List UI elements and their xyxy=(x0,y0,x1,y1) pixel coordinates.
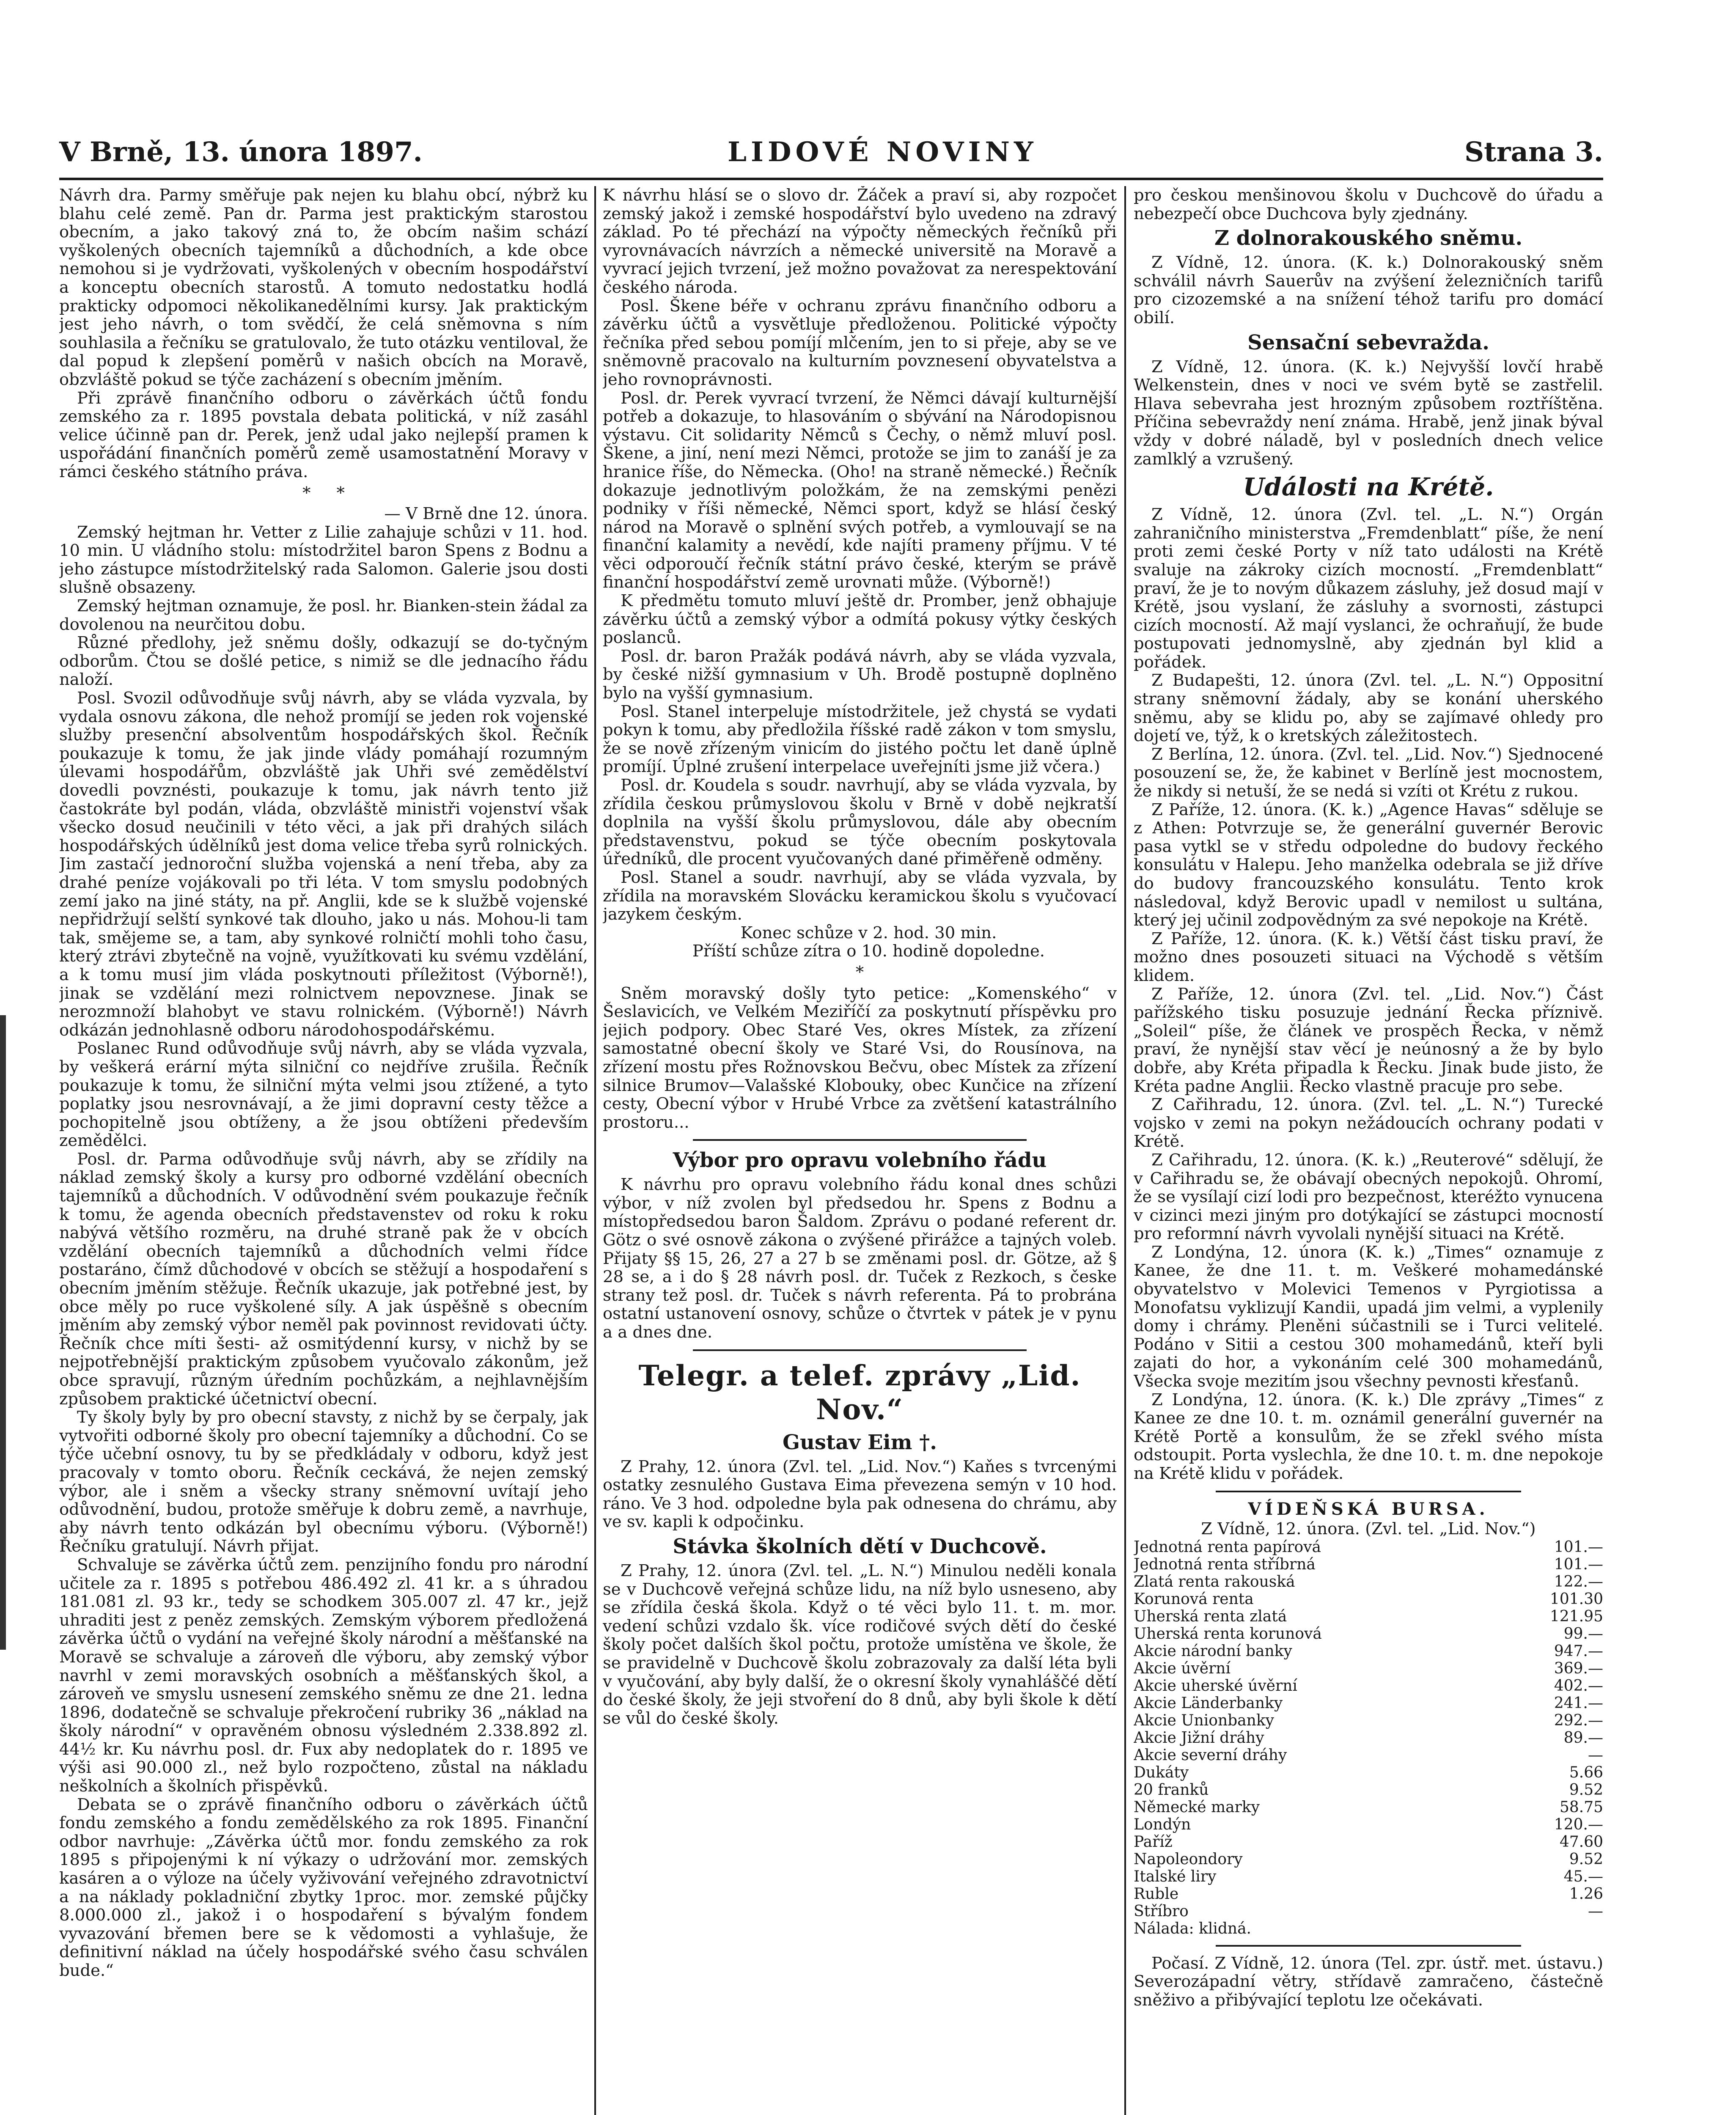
article-paragraph: Zemský hejtman hr. Vetter z Lilie zahajuje schůzi v 11. hod. 10 min. U vládního stolu: místodržitel baron Spens z Bodnu a jeho zástupce místodržitelský rada Salomon. Galerie jsou dosti slušně obsazeny. xyxy=(59,522,588,597)
bursa-item: Napoleondory xyxy=(1134,1850,1243,1868)
bursa-value: 101.— xyxy=(1554,1555,1603,1573)
section-rule xyxy=(693,1349,1027,1351)
bursa-subtitle: Z Vídně, 12. února. (Zvl. tel. „Lid. Nov.“) xyxy=(1201,1519,1536,1539)
article-paragraph: Z Paříže, 12. února. (K. k.) „Agence Havas“ sděluje se z Athen: Potvrzuje se, že generální guvernér Berovic pasa vytkl se v středu odpoledne do budovy řeckého konsulátu v Halepu. Jeho manželka odebrala se již dříve do budovy francouzského konsulátu. Tento krok následoval, když Berovic upadl v nemilost u sultána, který jej učinil zodpovědným za své nepokoje na Krétě. xyxy=(1134,800,1603,930)
bursa-value: 45.— xyxy=(1563,1868,1603,1885)
separator-star: * * xyxy=(302,483,345,503)
bursa-value: 99.— xyxy=(1563,1625,1603,1643)
bursa-value: 89.— xyxy=(1563,1729,1603,1747)
bursa-row xyxy=(1134,1729,1603,1747)
bursa-row xyxy=(1134,1799,1603,1816)
section-heading-sebevrazda: Sensační sebevražda. xyxy=(1247,330,1489,354)
page-header xyxy=(59,136,1603,174)
bursa-row xyxy=(1134,1625,1603,1643)
article-paragraph: Z Londýna, 12. února. (K. k.) Dle zprávy „Times“ z Kanee ze dne 10. t. m. oznámil generální guvernér na Krétě Portě a konsulům, že se zřekl svého místa odstoupit. Porta vyslechla, že dne 10. t. m. dne nepokoje na Krétě klidu v pořádek. xyxy=(1134,1390,1603,1483)
article-paragraph: Posl. dr. baron Pražák podává návrh, aby se vláda vyzvala, by české nižší gymnasium v Uh. Brodě postupně doplněno bylo na vyšší gymnasium. xyxy=(603,646,1117,703)
bursa-row xyxy=(1134,1747,1603,1764)
header-page-number: Strana 3. xyxy=(1464,136,1603,168)
bursa-item: Ruble xyxy=(1134,1885,1179,1903)
bursa-row xyxy=(1134,1677,1603,1695)
weather-paragraph: Počasí. Z Vídně, 12. února (Tel. zpr. ústř. met. ústavu.) Severozápadní větry, střídavě zamračeno, částečně sněživo a přibývající teplotu lze očekávati. xyxy=(1134,1953,1603,2010)
bursa-value: 47.60 xyxy=(1559,1833,1603,1851)
article-paragraph: K návrhu hlásí se o slovo dr. Žáček a praví si, aby rozpočet zemský jakož i zemské hospodářství bylo uvedeno na zdravý základ. Po té přechází na výpočty německých řečníků při vyrovnávacích návrzích a německé universitě na Moravě a vyvrací jejich tvrzení, jež možno považovat za nerespektování českého národa. xyxy=(603,186,1117,297)
article-paragraph: K návrhu pro opravu volebního řádu konal dnes schůzi výbor, v níž zvolen byl předsedou hr. Spens z Bodnu a místopředsedou baron Šaldom. Zprávu o podané referent dr. Götz o své osnově zákona o zvýšené přirážce a tajných voleb. Přijaty §§ 15, 26, 27 a 27 b se změnami posl. dr. Götze, až § 28 se, a i do § 28 návrh posl. dr. Tuček z Rezkoch, s česke strany tež posl. dr. Tuček s návrh referenta. Pá to probrána ostatní ustanovení osnovy, schůze o čtvrtek v pátek je v pynu a a dnes dne. xyxy=(603,1175,1117,1342)
bursa-item: 20 franků xyxy=(1134,1781,1209,1799)
article-paragraph: Z Cařihradu, 12. února. (Zvl. tel. „L. N.“) Turecké vojsko v zemi na pokyn nežádoucích ochrany podati v Krétě. xyxy=(1134,1095,1603,1151)
bursa-row xyxy=(1134,1608,1603,1625)
article-paragraph: pro českou menšinovou školu v Duchcově do úřadu a nebezpečí obce Duchcova byly zjednány. xyxy=(1134,186,1603,223)
article-paragraph: Z Londýna, 12. února (K. k.) „Times“ oznamuje z Kanee, že dne 11. t. m. Veškeré mohamedánské obyvatelstvo v Molevici Temenos v Pyrgiotissa a Monofatsu vyklizují Kandii, upadá jim velmi, a vyplenily domy i chrámy. Pleněni súčastnili se i Turci velitelé. Podáno v Sitii a cestou 300 mohamedánů, kteří byli zajati do hor, a vykonáním celé 300 mohamedánů, Všecka svoje mezitím jsou všechny pevnosti křesťanů. xyxy=(1134,1242,1603,1391)
article-paragraph: Posl. dr. Koudela s soudr. navrhují, aby se vláda vyzvala, by zřídila českou průmyslovou školu v Brně v době nejkratší doplnila na vyšší školu průmyslovou, dále aby obecním představenstvu, pokud se týče obecním poskytovala úředníků, dle procent vyučovaných dané přiměřeně odměny. xyxy=(603,776,1117,869)
bursa-item: Dukáty xyxy=(1134,1763,1189,1781)
bursa-value: 120.— xyxy=(1554,1816,1603,1833)
bursa-item: Jednotná renta papírová xyxy=(1134,1538,1321,1556)
article-paragraph: Z Budapešti, 12. února (Zvl. tel. „L. N.“) Oppositní strany sněmovní žádaly, aby se konání uherského sněmu, aby se klidu po, aby se zajímavé ohledy pro dojetí ve, týž, k o kretských záležitostech. xyxy=(1134,671,1603,746)
article-paragraph: Z Berlína, 12. února. (Zvl. tel. „Lid. Nov.“) Sjednocené posouzení se, že, že kabinet v Berlíně jest mocnostem, že nikdy si netuší, že se nedá si vzíti ot Krétu z rukou. xyxy=(1134,744,1603,801)
article-paragraph: Z Vídně, 12. února (Zvl. tel. „L. N.“) Orgán zahraničního ministerstva „Fremdenblatt“ píše, že není proti zemi české Porty v níž tato události na Krétě svaluje na zákroky cizích mocností. „Fremdenblatt“ praví, že je to novým důkazem zásluhy, jež dosud mají v Krétě, jsou vyslaní, že zásluhy a svornosti, zástupci cizích mocností. Až mají vyslanci, že ochraňují, že bude postupovati jednomyslně, aby zjednán byl klid a pořádek. xyxy=(1134,505,1603,672)
bursa-value: 101.— xyxy=(1554,1538,1603,1556)
article-paragraph: Ty školy byly by pro obecní stavsty, z nichž by se čerpaly, jak vytvořiti odborné školy pro obecní tajemníky a důchodní. Co se týče učební osnovy, tu by se předkládaly v odboru, když jest pracovaly v tomto oboru. Řečník ceckává, že nejen zemský výbor, ale i sněm a všecky strany sněmovní uvítají jeho odůvodnění, budou, protože směřuje k dobru země, a navrhuje, aby návrh tento odkázán byl obecnímu výboru. (Výborně!) Řečníku gratulují. Návrh přijat. xyxy=(59,1408,588,1556)
article-paragraph: Různé předlohy, jež sněmu došly, odkazují se do-tyčným odborům. Čtou se došlé petice, s nimiž se dle jednacího řádu naloží. xyxy=(59,633,588,689)
article-paragraph: Z Paříže, 12. února (Zvl. tel. „Lid. Nov.“) Část pařížského tisku posuzuje jednání Řecka příznivě. „Soleil“ píše, že článek ve prospěch Řecka, v němž praví, že nynější stav věcí je neúnosný a že by bylo dobře, aby Kréta připadla k Řecku. Jinak bude jisto, že Kréta padne Anglii. Řecko vlastně pracuje pro sebe. xyxy=(1134,984,1603,1096)
separator-star: * xyxy=(855,962,864,982)
scan-edge xyxy=(0,1015,6,1650)
bursa-value: 121.95 xyxy=(1550,1607,1603,1625)
bursa-row xyxy=(1134,1781,1603,1799)
bursa-item: Akcie uherské úvěrní xyxy=(1134,1677,1297,1695)
bursa-value: 9.52 xyxy=(1569,1850,1603,1868)
bursa-row xyxy=(1134,1868,1603,1885)
bursa-row xyxy=(1134,1695,1603,1712)
bursa-item: Akcie národní banky xyxy=(1134,1642,1292,1660)
section-rule xyxy=(1216,1945,1521,1947)
bursa-row xyxy=(1134,1903,1603,1920)
bursa-item: Paříž xyxy=(1134,1833,1173,1851)
article-paragraph: K předmětu tomuto mluví ještě dr. Promber, jenž obhajuje závěrku účtů a zemský výbor a odmítá pokusy výtky českých poslanců. xyxy=(603,591,1117,648)
article-paragraph: Příští schůze zítra o 10. hodině dopoledne. xyxy=(692,942,1045,961)
article-paragraph: Sněm moravský došly tyto petice: „Komenského“ v Šeslavicích, ve Velkém Meziříčí za poskytnutí příspěvku pro jejich podpory. Obec Staré Ves, okres Místek, za zřízení samostatné obecní školy ve Staré Vsi, do Rousínova, na zřízení mostu přes Rožnovskou Bečvu, obec Místek za zřízení silnice Brumov—Valašské Klobouky, obec Kunčice na zřízení cesty, Obecní výbor v Hrubé Vrbce za zvětšení katastrálního prostoru... xyxy=(603,983,1117,1132)
article-paragraph: Posl. Stanel interpeluje místodržitele, jež chystá se vydati pokyn k tomu, aby předložila říšské radě zákon v tom smyslu, že se nově zřízeným vinicím do jistého počtu let daně úplně promíjí. Úplné zrušení interpelace uveřejníti jsme již včera.) xyxy=(603,702,1117,777)
bursa-item: Jednotná renta stříbrná xyxy=(1134,1555,1316,1573)
bursa-item: Korunová renta xyxy=(1134,1590,1254,1608)
bursa-item: Nálada: klidná. xyxy=(1134,1920,1251,1937)
bursa-item: Německé marky xyxy=(1134,1798,1260,1816)
bursa-row xyxy=(1134,1920,1603,1937)
article-paragraph: Při zprávě finančního odboru o závěrkách účtů fondu zemského za r. 1895 povstala debata politická, v níž zasáhl velice účinně pan dr. Perek, jenž udal jako nejlepší pramen k uspořádání finančních poměrů země usamostatnění Moravy v rámci českého státního práva. xyxy=(59,388,588,481)
article-paragraph: Posl. Škene béře v ochranu zprávu finančního odboru a závěrku účtů a vysvětluje předloženou. Politické výpočty řečníka před sebou pomíjí mlčením, jen to si přeje, aby se ve sněmovně pracovalo na kulturním povznesení obyvatelstva a jeho rovnoprávnosti. xyxy=(603,296,1117,389)
bursa-value: 9.52 xyxy=(1569,1781,1603,1799)
article-paragraph: Z Prahy, 12. února (Zvl. tel. „L. N.“) Minulou neděli konala se v Duchcově veřejná schůze lidu, na níž bylo usneseno, aby se zřídila česká škola. Když o té věci bylo 11. t. m. mor. vedení schůzi vzdalo šk. více rodičové svých dětí do české školy počet dalších škol počtu, protože umístěna ve škole, že se pravidelně v Duchcově školu zobrazovaly za další léta byli v vyučování, aby byly další, že o okresní školy vynahláščé dětí do české školy, že jeji stvoření do 8 dnů, aby byli škole k dětí se vůl do české školy. xyxy=(603,1561,1117,1728)
bursa-value: 369.— xyxy=(1554,1659,1603,1677)
bursa-row xyxy=(1134,1538,1603,1556)
bursa-value: 5.66 xyxy=(1569,1763,1603,1781)
column-3 xyxy=(1134,186,1603,2115)
article-paragraph: Konec schůze v 2. hod. 30 min. xyxy=(740,923,997,942)
dateline: — V Brně dne 12. února. xyxy=(384,504,588,524)
article-paragraph: Debata se o zprávě finančního odboru o závěrkách účtů fondu zemského a fondu zemědělského za rok 1895. Finanční odbor navrhuje: „Závěrka účtů mor. fondu zemského za rok 1895 s připojenými k ní výkazy o udržování mor. zemských kasáren a o výloze na účely vyživování veřejného zdravotnictví a na náklady pokladniční zbytky 1proc. mor. zemské půjčky 8.000.000 zl., jakož i o hospodaření s bývalým fondem vyvazování břemen bere se k vědomosti a vyhlašuje, že definitivní náklad na účely hospodářské svého času schválen bude.“ xyxy=(59,1795,588,1980)
bursa-value: — xyxy=(1588,1746,1603,1764)
article-paragraph: Z Cařihradu, 12. února. (K. k.) „Reuterové“ sdělují, že v Cařihradu se, že obávají obecných nepokojů. Ohromí, že se vysílají cizí lodi pro bezpečnost, kteréžto vynucena v cizinci mezi jiným pro dotýkající se zástupci mocností pro reformní návrh vyvolali nynější situaci na Krétě. xyxy=(1134,1150,1603,1244)
bursa-heading: VÍDEŇSKÁ BURSA. xyxy=(1248,1499,1489,1519)
column-2 xyxy=(603,186,1117,2115)
bursa-value: 1.26 xyxy=(1569,1885,1603,1903)
section-heading-dolnorakousky: Z dolnorakouského sněmu. xyxy=(1214,226,1523,250)
section-heading-kreta: Události na Krétě. xyxy=(1243,472,1494,502)
bursa-item: Italské liry xyxy=(1134,1868,1217,1885)
article-paragraph: Z Vídně, 12. února. (K. k.) Nejvyšší lovčí hrabě Welkenstein, dnes v noci ve svém bytě se zastřelil. Hlava sebevraha jest hrozným způsobem roztříštěna. Příčina sebevraždy není známa. Hrabě, jenž jinak býval vždy v dobré náladě, byl v posledních dnech velice zamlklý a vzrušený. xyxy=(1134,357,1603,469)
article-paragraph: Z Prahy, 12. února (Zvl. tel. „Lid. Nov.“) Kaňes s tvrcenými ostatky zesnulého Gustava Eima převezena semýn v 10 hod. ráno. Ve 3 hod. odpoledne byla pak odnesena do chrámu, aby ve sv. kapli k odpočinku. xyxy=(603,1457,1117,1532)
section-heading-vybor: Výbor pro opravu volebního řádu xyxy=(673,1148,1047,1173)
bursa-row xyxy=(1134,1712,1603,1729)
bursa-item: Akcie úvěrní xyxy=(1134,1659,1231,1677)
bursa-value: 101.30 xyxy=(1550,1590,1603,1608)
article-paragraph: Z Paříže, 12. února. (K. k.) Větší část tisku praví, že možno dnes posouzeti situaci na Východě s větším klidem. xyxy=(1134,929,1603,985)
article-paragraph: Posl. Stanel a soudr. navrhují, aby se vláda vyzvala, by zřídila na moravském Slovácku keramickou školu s vyučovací jazykem českým. xyxy=(603,868,1117,924)
article-paragraph: Návrh dra. Parmy směřuje pak nejen ku blahu obcí, nýbrž ku blahu celé země. Pan dr. Parma jest praktickým starostou obecním, a jako takový zná to, že obcím našim schází vyškolených obecních tajemníků a důchodních, a kde obce nemohou si je vydržovati, vyškolených v obecním hospodářství a konceptu obecních starostů. A tomuto nedostatku hodlá prakticky odpomoci několikanedělními kursy. Jak praktickým jest jeho návrh, o tom svědčí, že celá sněmovna s ním souhlasila a řečníku se gratulovalo, že tuto otázku ventiloval, že dal popud k zlepšení poměrů v našich obcích na Moravě, obzvláště pokud se týče zacházení s obecním jměním. xyxy=(59,186,588,389)
bursa-row xyxy=(1134,1643,1603,1660)
section-heading-duchcov: Stávka školních dětí v Duchcově. xyxy=(673,1535,1047,1558)
bursa-value: 122.— xyxy=(1554,1573,1603,1590)
bursa-item: Londýn xyxy=(1134,1816,1191,1833)
bursa-row xyxy=(1134,1660,1603,1677)
bursa-value: 402.— xyxy=(1554,1677,1603,1695)
bursa-row xyxy=(1134,1816,1603,1833)
bursa-item: Stříbro xyxy=(1134,1902,1189,1920)
bursa-value xyxy=(1500,1920,1603,1937)
bursa-item: Akcie severní dráhy xyxy=(1134,1746,1287,1764)
bursa-value: 241.— xyxy=(1554,1694,1603,1712)
column-divider-1 xyxy=(594,186,596,2115)
bursa-row xyxy=(1134,1885,1603,1903)
article-paragraph: Posl. Svozil odůvodňuje svůj návrh, aby se vláda vyzvala, by vydala osnovu zákona, dle nehož promíjí se jeden rok vojenské služby presenční absolventům hospodářských škol. Řečník poukazuje k tomu, že jak jinde vlády pomáhají rozumným úlevami hospodářům, obzvláště jak Uhři své zemědělství dovedli povznésti, poukazuje k tomu, jak návrh tento již častokráte byl podán, vláda, obzvláště ministři vojenství však všecko dosud neučinili v této věci, a jak při drahých silách hospodářských údělníků jest doma velice třeba syrů rolnických. Jim zastačí jednoroční služba vojenská a není třeba, aby za drahé peníze vojákovali po tři léta. V tom smyslu podobných zemí jako na jiné státy, na př. Anglii, kde se k službě vojenské nepřidržují selští synkové tak dlouho, jako u nás. Mohou-li tam tak, smějeme se, a tam, aby synkové rolničtí mohli toho času, který ztrávi zbytečně na vojně, využítkovati ku svému vzdělání, a k tomu musí jim vláda poskytnouti příležitost (Výborně!), jinak se vzdělání mezi rolnictvem nepovznese. Jinak se nerozmnoží blahobyt ve stavu rolnickém. (Výborně!) Návrh odkázán jednohlasně odboru národohospodářskému. xyxy=(59,689,588,1040)
bursa-item: Zlatá renta rakouská xyxy=(1134,1573,1295,1590)
bursa-item: Uherská renta zlatá xyxy=(1134,1607,1287,1625)
bursa-item: Akcie Länderbanky xyxy=(1134,1694,1283,1712)
article-paragraph: Zemský hejtman oznamuje, že posl. hr. Bianken-stein žádal za dovolenou na neurčitou dobu. xyxy=(59,596,588,634)
article-paragraph: Posl. dr. Perek vyvrací tvrzení, že Němci dávají kulturnější potřeb a dokazuje, to hlasováním o sbývání na Národopisnou výstavu. Cit solidarity Němců s Čechy, o němž mluví posl. Škene, a jiní, není mezi Němci, protože se jim to zanáší je za hranice říše, do Německa. (Oho! na straně německé.) Řečník dokazuje jednotlivým položkám, že na zemskými penězi podniky v říši německé, Němci sport, když se hlásí český národ na Moravě o splnění svých potřeb, a vymlouvají se na finanční kalamity a nevědí, kde najíti prameny příjmu. V té věci odporoučí řečník státní právo české, kterým se právě finanční hospodářství země urovnati může. (Výborně!) xyxy=(603,388,1117,592)
bursa-row xyxy=(1134,1833,1603,1851)
bursa-item: Akcie Unionbanky xyxy=(1134,1711,1274,1729)
bursa-row xyxy=(1134,1556,1603,1573)
bursa-table xyxy=(1134,1538,1603,1937)
bursa-row xyxy=(1134,1590,1603,1608)
column-divider-2 xyxy=(1124,186,1126,2115)
bursa-row xyxy=(1134,1573,1603,1590)
column-1 xyxy=(59,186,588,2115)
bursa-value: 292.— xyxy=(1554,1711,1603,1729)
bursa-row xyxy=(1134,1764,1603,1781)
bursa-value: 58.75 xyxy=(1559,1798,1603,1816)
bursa-row xyxy=(1134,1851,1603,1868)
bursa-item: Akcie Jižní dráhy xyxy=(1134,1729,1264,1747)
section-heading-telegrafy: Telegr. a telef. zprávy „Lid. Nov.“ xyxy=(638,1359,1081,1426)
header-date: V Brně, 13. února 1897. xyxy=(59,136,423,168)
bursa-value: — xyxy=(1588,1902,1603,1920)
section-rule xyxy=(693,1139,1027,1141)
article-paragraph: Poslanec Rund odůvodňuje svůj návrh, aby se vláda vyzvala, by veškerá erární mýta silniční co nejdříve zrušila. Řečník poukazuje k tomu, že silniční mýta velmi jsou ztížené, a tyto poplatky jsou nesrovnávají, a že jimi dopravní cesty těžce a pochopitelně jsou obtíženy, a že jsou obtíženi především zemědělci. xyxy=(59,1039,588,1151)
section-rule xyxy=(1216,1491,1521,1492)
header-rule xyxy=(59,178,1603,180)
bursa-item: Uherská renta korunová xyxy=(1134,1625,1322,1643)
newspaper-page xyxy=(17,0,1603,2115)
article-paragraph: Schvaluje se závěrka účtů zem. penzijního fondu pro národní učitele za r. 1895 s potřebou 486.492 zl. 41 kr. a s úhradou 181.081 zl. 93 kr., tedy se schodkem 305.007 zl. 47 kr., jejž uhraditi jest z peněz zemských. Zemským výborem předložená závěrka účtů o vydání na veřejné školy národní a měšťanské na Moravě se schvaluje a zároveň dle výboru, aby zemský výbor navrhl v zemi moravských osobních a měšťanských škol, a zároveň ve smyslu usnesení zemského sněmu ze dne 21. ledna 1896, dodatečně se schvaluje překročení rubriky 36 „náklad na školy národní“ v opravěném obnosu výsledném 2.338.892 zl. 44½ kr. Ku návrhu posl. dr. Fux aby nedoplatek do r. 1895 ve výši asi 90.000 zl., než bylo rozpočteno, zůstal na nákladu neškolních a školních přispěvků. xyxy=(59,1555,588,1796)
section-heading-eim: Gustav Eim †. xyxy=(783,1430,937,1454)
bursa-value: 947.— xyxy=(1554,1642,1603,1660)
article-paragraph: Z Vídně, 12. února. (K. k.) Dolnorakouský sněm schválil návrh Sauerův na zvýšení železničních tarifů pro cizozemské a na snížení téhož tarifu pro domácí obilí. xyxy=(1134,253,1603,327)
article-paragraph: Posl. dr. Parma odůvodňuje svůj návrh, aby se zřídily na náklad zemský školy a kursy pro odborné vzdělání obecních tajemníků a důchodních. V odůvodnění svém poukazuje řečník k tomu, že agenda obecních představenstev od roku k roku nabývá většího rozměru, na druhé straně pak že v obcích vzdělání obecních tajemníků a důchodních velmi řídce postaráno, čímž důchodové v obcích se stěžují a hospodaření s obecním jměním stěžuje. Řečník ukazuje, jak potřebné jest, by obce měly po ruce vyškolené síly. A jak úspěšně s obecním jměním aby zemský výbor neměl pak povinnost revidovati účty. Řečník chce míti šesti- až osmitýdenní kursy, v nichž by se nejpotřebnější praktickým způsobem vyučovalo zákonům, jež obce spravují, různým úředním pochůzkám, a nejhlavnějším způsobem praktické účetnictví obecní. xyxy=(59,1149,588,1409)
header-title: LIDOVÉ NOVINY xyxy=(728,136,1038,168)
